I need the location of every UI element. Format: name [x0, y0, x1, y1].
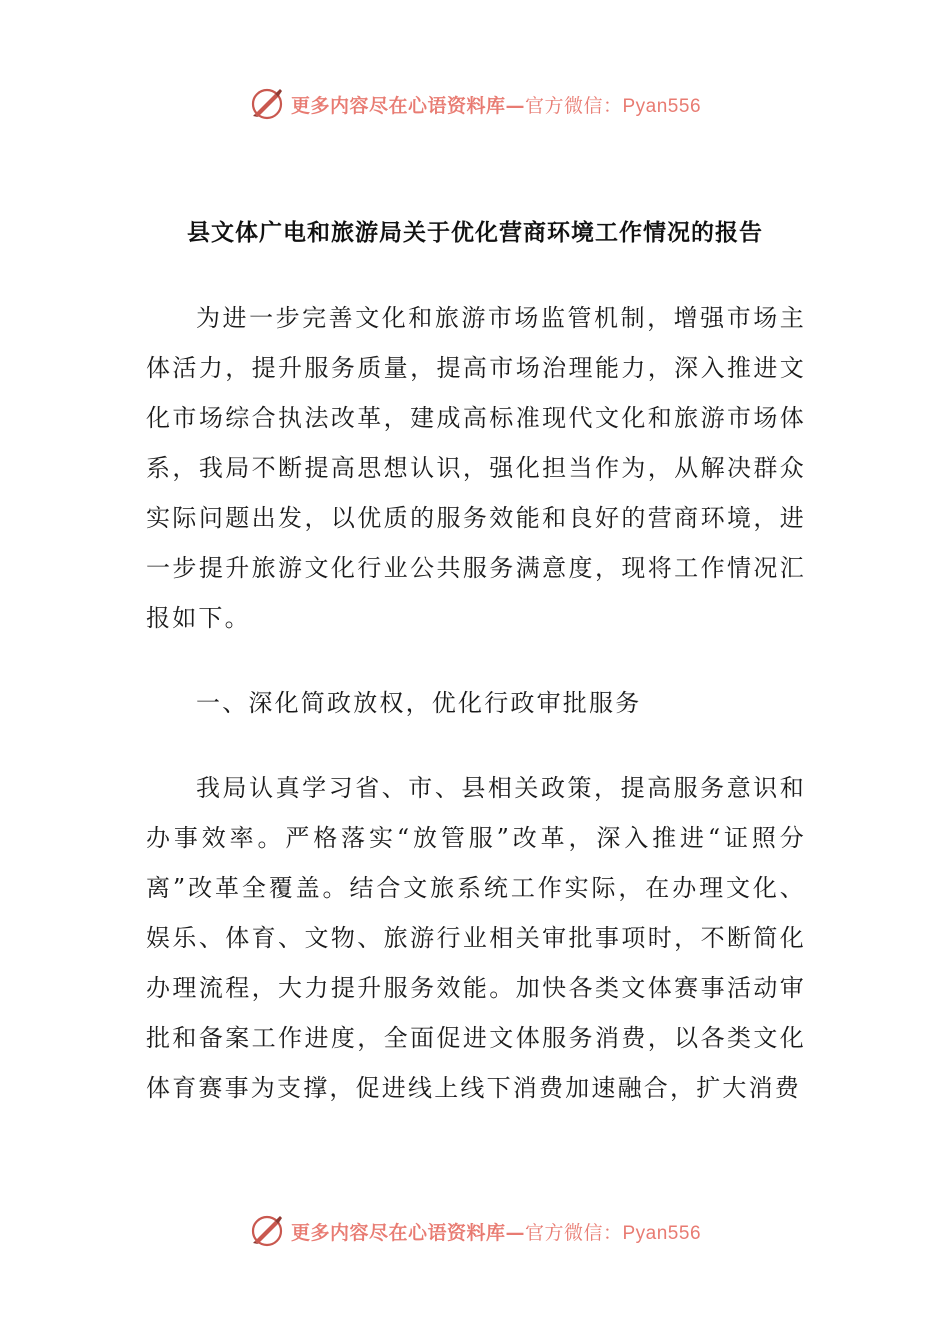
- paragraph-intro: 为进一步完善文化和旅游市场监管机制，增强市场主体活力，提升服务质量，提高市场治理能力，深入推进文化市场综合执法改革，建成高标准现代文化和旅游市场体系，我局不断提高思想认识，强化担当作为，从解决群众实际问题出发，以优质的服务效能和良好的营商环境，进一步提升旅游文化行业公共服务满意度，现将工作情况汇报如下。: [146, 304, 806, 632]
- header-watermark: [0, 84, 950, 124]
- pen-logo-icon: [249, 86, 285, 122]
- section-heading-1: 一、深化简政放权，优化行政审批服务: [196, 689, 642, 717]
- document-title: 县文体广电和旅游局关于优化营商环境工作情况的报告: [187, 220, 763, 246]
- watermark-text: 更多内容尽在心语资料库—官方微信：Pyan556: [290, 94, 702, 117]
- paragraph-section-1: 我局认真学习省、市、县相关政策，提高服务意识和办事效率。严格落实“放管服”改革，深入推进“证照分离”改革全覆盖。结合文旅系统工作实际，在办理文化、娱乐、体育、文物、旅游行业相关审批事项时，不断简化办理流程，大力提升服务效能。加快各类文体赛事活动审批和备案工作进度，全面促进文体服务消费，以各类文化体育赛事为支撑，促进线上线下消费加速融合，扩大消费: [146, 774, 806, 1102]
- watermark-text: 更多内容尽在心语资料库—官方微信：Pyan556: [290, 1221, 702, 1244]
- pen-logo-icon: [249, 1213, 285, 1249]
- footer-watermark: [0, 1211, 950, 1251]
